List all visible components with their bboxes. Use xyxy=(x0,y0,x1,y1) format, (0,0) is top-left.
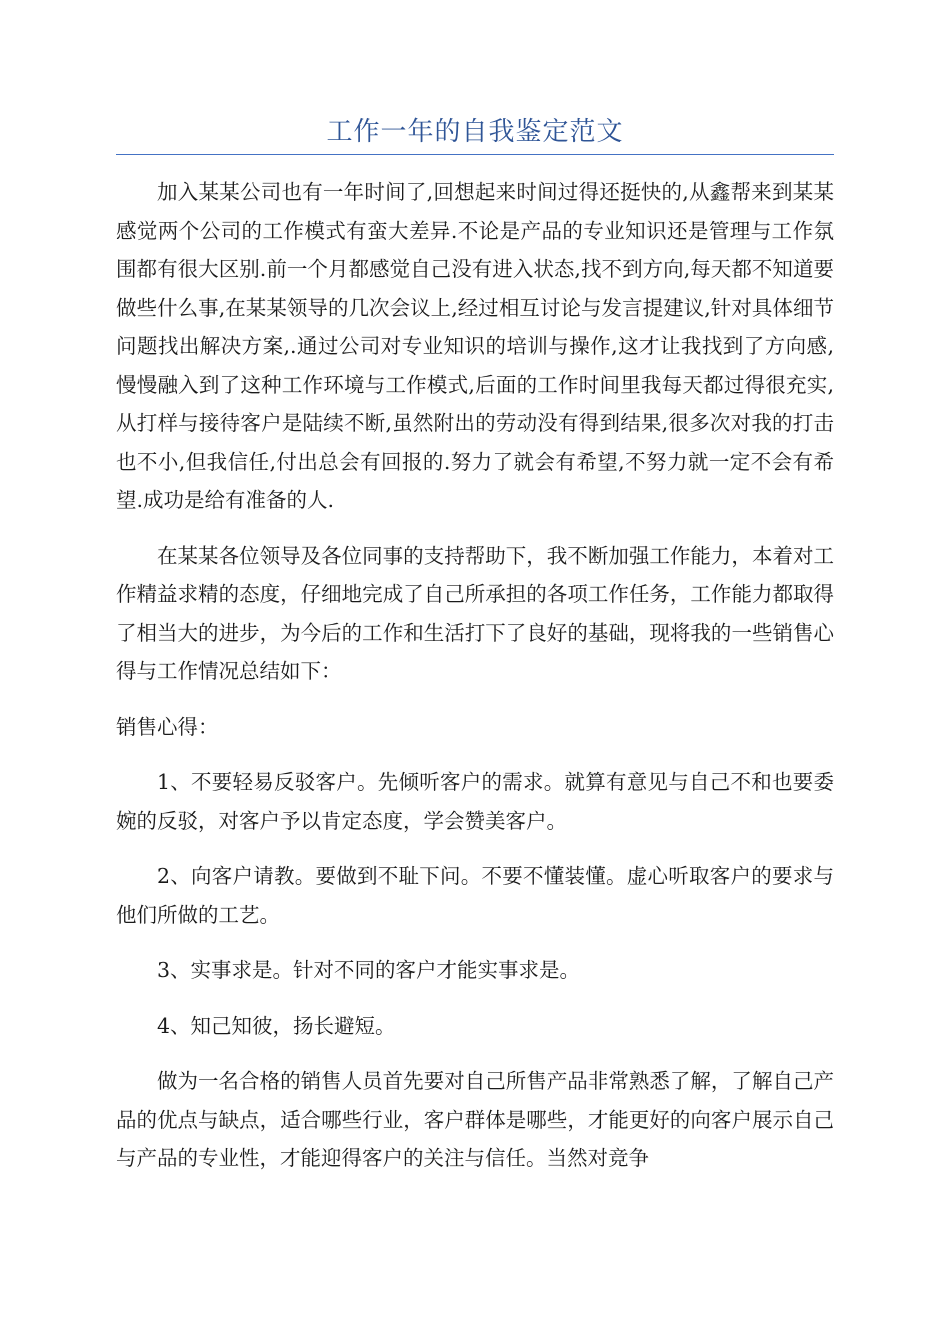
list-item-2: 2、向客户请教。要做到不耻下问。不要不懂装懂。虚心听取客户的要求与他们所做的工艺。 xyxy=(116,864,834,927)
list-item-1: 1、不要轻易反驳客户。先倾听客户的需求。就算有意见与自己不和也要委婉的反驳，对客户予以肯定态度，学会赞美客户。 xyxy=(116,770,834,833)
section-heading-sales: 销售心得： xyxy=(116,714,219,739)
paragraph-sales-qualification: 做为一名合格的销售人员首先要对自己所售产品非常熟悉了解，了解自己产品的优点与缺点，适合哪些行业，客户群体是哪些，才能更好的向客户展示自己与产品的专业性，才能迎得客户的关注与信任。当然对竞争 xyxy=(116,1069,834,1170)
document-body xyxy=(116,173,834,1195)
list-item-3: 3、实事求是。针对不同的客户才能实事求是。 xyxy=(157,958,581,982)
document-title: 工作一年的自我鉴定范文 xyxy=(326,117,624,147)
paragraph-summary: 在某某各位领导及各位同事的支持帮助下，我不断加强工作能力，本着对工作精益求精的态度，仔细地完成了自己所承担的各项工作任务，工作能力都取得了相当大的进步，为今后的工作和生活打下了良好的基础，现将我的一些销售心得与工作情况总结如下： xyxy=(116,543,834,683)
list-item-4: 4、知己知彼，扬长避短。 xyxy=(157,1013,396,1038)
paragraph-intro: 加入某某公司也有一年时间了,回想起来时间过得还挺快的,从鑫帮来到某某感觉两个公司的工作模式有蛮大差异.不论是产品的专业知识还是管理与工作氛围都有很大区别.前一个月都感觉自己没有进入状态,找不到方向,每天都不知道要做些什么事,在某某领导的几次会议上,经过相互讨论与发言提建议,针对具体细节问题找出解决方案,.通过公司对专业知识的培训与操作,这才让我找到了方向感,慢慢融入到了这种工作环境与工作模式,后面的工作时间里我每天都过得很充实,从打样与接待客户是陆续不断,虽然附出的劳动没有得到结果,很多次对我的打击也不小,但我信任,付出总会有回报的.努力了就会有希望,不努力就一定不会有希望.成功是给有准备的人. xyxy=(116,180,834,512)
title-underline xyxy=(116,154,834,155)
